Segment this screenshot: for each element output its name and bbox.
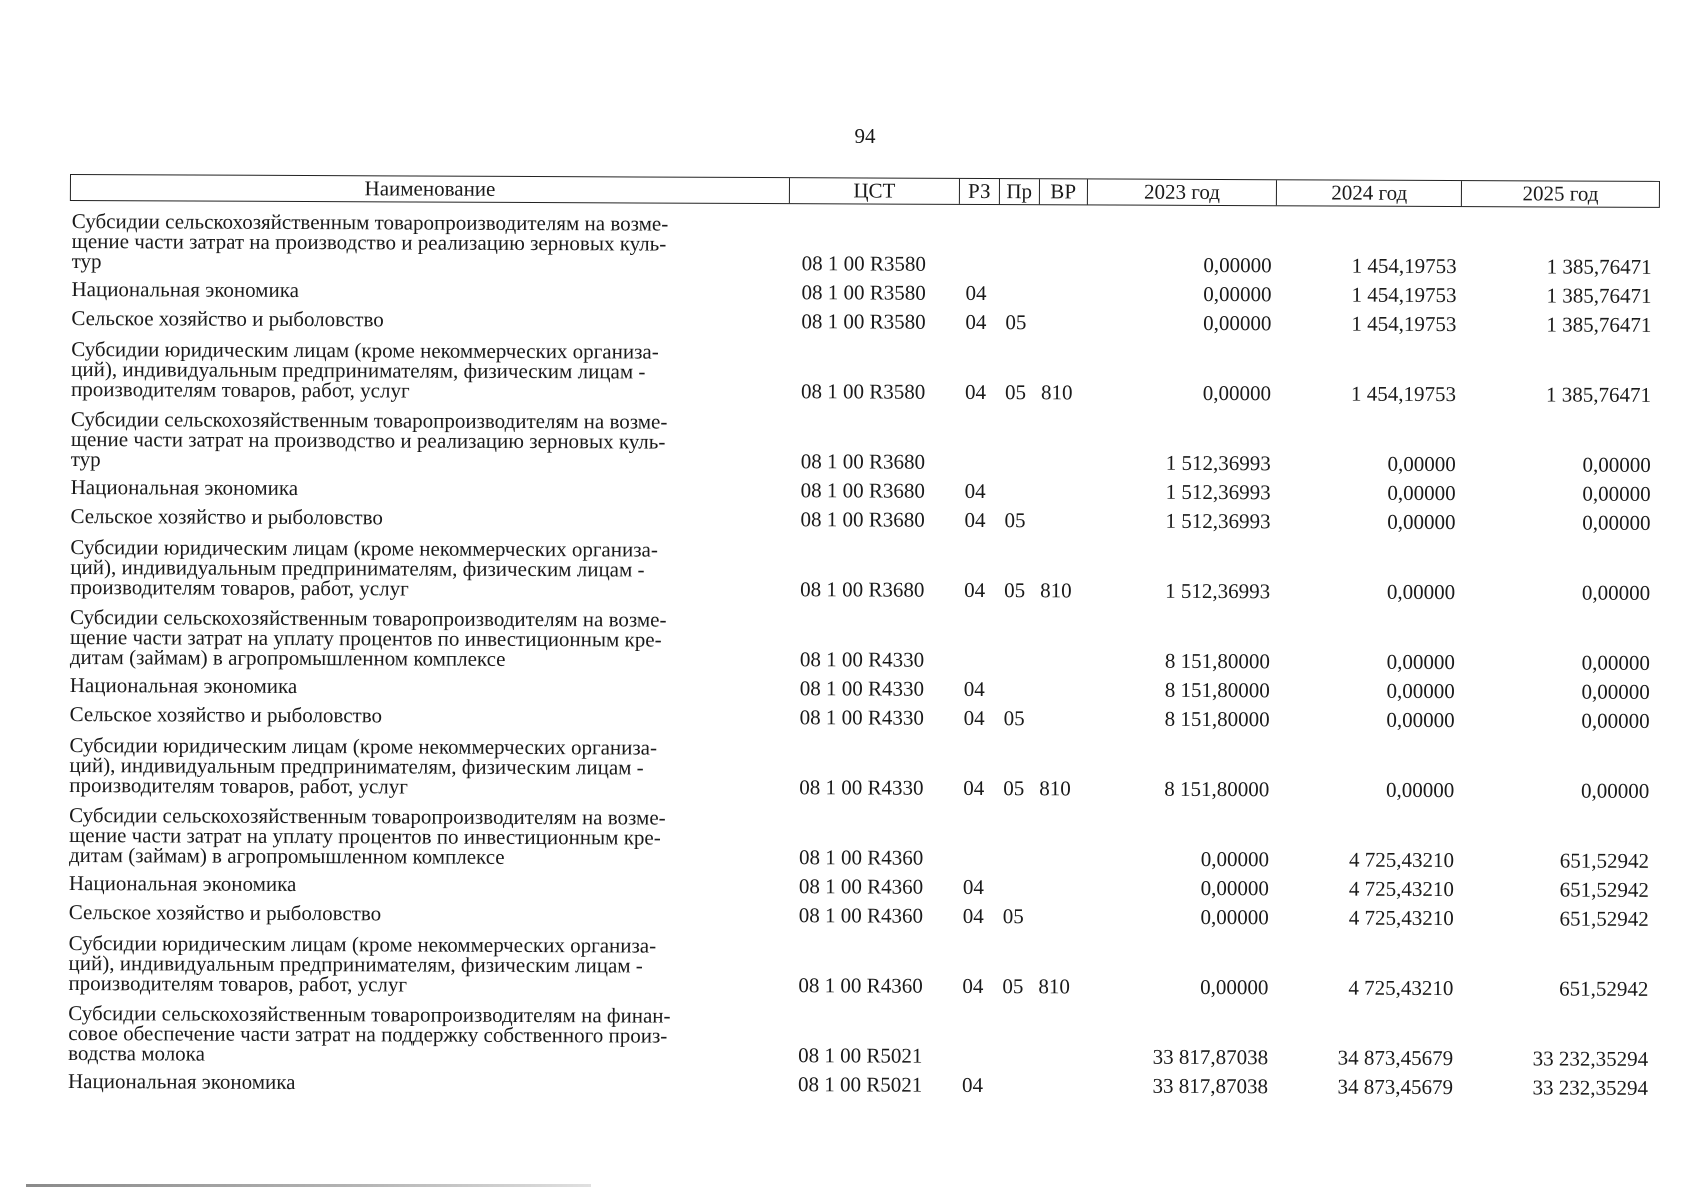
cell-2025: 0,00000 bbox=[1581, 580, 1651, 605]
cell-cst: 08 1 00 R3580 bbox=[801, 280, 926, 305]
cell-2024: 0,00000 bbox=[1387, 451, 1456, 477]
cell-2025: 651,52942 bbox=[1559, 848, 1650, 873]
cell-2024: 0,00000 bbox=[1386, 777, 1455, 803]
cell-pr: 05 bbox=[1005, 310, 1027, 335]
cell-name: Национальная экономика bbox=[68, 871, 297, 896]
cell-2023: 33 817,87038 bbox=[1152, 1044, 1269, 1070]
cell-2025: 33 232,35294 bbox=[1532, 1075, 1649, 1100]
cell-rz: 04 bbox=[962, 874, 984, 899]
cell-rz: 04 bbox=[962, 973, 984, 998]
cell-2025: 651,52942 bbox=[1559, 976, 1649, 1001]
cell-rz: 04 bbox=[965, 309, 987, 334]
cell-vr: 810 bbox=[1038, 974, 1071, 999]
cell-2024: 1 454,19753 bbox=[1351, 311, 1457, 337]
cell-name: Сельское хозяйство и рыболовство bbox=[71, 306, 384, 332]
cell-rz: 04 bbox=[964, 507, 986, 532]
cell-2023: 8 151,80000 bbox=[1164, 776, 1270, 802]
cell-name: Национальная экономика bbox=[67, 1069, 296, 1094]
cell-cst: 08 1 00 R4330 bbox=[799, 647, 925, 672]
cell-cst: 08 1 00 R5021 bbox=[797, 1072, 923, 1097]
table-row bbox=[66, 993, 1656, 1070]
cell-name: Субсидии сельскохозяйственным товаропроизводителям на возме- щение части затрат на уплату процентов по инвестиционным кре- дитам (займам) в агропромышленном комплексе bbox=[69, 605, 667, 671]
cell-2024: 1 454,19753 bbox=[1351, 282, 1457, 308]
cell-cst: 08 1 00 R5021 bbox=[798, 1043, 923, 1068]
cell-vr: 810 bbox=[1041, 380, 1073, 405]
table-row bbox=[66, 923, 1656, 1000]
cell-rz: 04 bbox=[963, 705, 985, 730]
header-2025: 2025 год bbox=[1522, 181, 1599, 206]
cell-2025: 1 385,76471 bbox=[1546, 283, 1652, 308]
cell-2024: 0,00000 bbox=[1387, 509, 1456, 535]
cell-name: Национальная экономика bbox=[70, 475, 299, 500]
table-row bbox=[67, 725, 1657, 802]
cell-2024: 4 725,43210 bbox=[1348, 905, 1454, 931]
header-rz: РЗ bbox=[960, 179, 1000, 204]
cell-name: Субсидии юридическим лицам (кроме некоммерческих организа- ций), индивидуальным предпринимателям, физическим лицам - производителям товаров, работ, услуг bbox=[70, 535, 658, 601]
header-name: Наименование bbox=[71, 175, 790, 203]
cell-pr: 05 bbox=[1003, 706, 1025, 731]
cell-name: Субсидии сельскохозяйственным товаропроизводителям на возме- щение части затрат на производство и реализацию зерновых куль- тур bbox=[70, 407, 668, 472]
cell-2024: 4 725,43210 bbox=[1348, 847, 1455, 873]
cell-2024: 1 454,19753 bbox=[1351, 253, 1457, 279]
cell-2025: 0,00000 bbox=[1581, 679, 1650, 704]
cell-2023: 0,00000 bbox=[1203, 252, 1272, 278]
cell-pr: 05 bbox=[1005, 380, 1027, 405]
cell-2023: 0,00000 bbox=[1202, 380, 1272, 406]
cell-pr: 05 bbox=[1002, 974, 1024, 999]
table-body bbox=[66, 201, 1660, 1099]
table-row bbox=[67, 795, 1657, 872]
cell-name: Сельское хозяйство и рыболовство bbox=[68, 900, 382, 926]
cell-vr: 810 bbox=[1040, 578, 1072, 603]
cell-2023: 0,00000 bbox=[1203, 310, 1272, 336]
cell-2025: 1 385,76471 bbox=[1545, 382, 1652, 407]
cell-cst: 08 1 00 R4330 bbox=[799, 775, 924, 800]
cell-2023: 1 512,36993 bbox=[1165, 450, 1271, 476]
cell-2023: 1 512,36993 bbox=[1165, 479, 1271, 505]
cell-2025: 0,00000 bbox=[1582, 452, 1651, 477]
cell-2024: 0,00000 bbox=[1387, 480, 1456, 506]
cell-name: Национальная экономика bbox=[71, 277, 300, 302]
header-pr: Пр bbox=[1000, 179, 1040, 204]
cell-2023: 0,00000 bbox=[1200, 974, 1269, 1000]
cell-2023: 8 151,80000 bbox=[1164, 648, 1270, 674]
cell-cst: 08 1 00 R4330 bbox=[799, 676, 925, 701]
cell-2025: 0,00000 bbox=[1581, 708, 1650, 733]
table-row bbox=[70, 201, 1660, 278]
cell-2024: 34 873,45679 bbox=[1337, 1045, 1454, 1071]
cell-2024: 34 873,45679 bbox=[1337, 1074, 1454, 1100]
cell-2023: 1 512,36993 bbox=[1165, 508, 1271, 534]
table-row bbox=[69, 399, 1659, 476]
table-row bbox=[69, 329, 1659, 406]
cell-2025: 1 385,76471 bbox=[1546, 312, 1652, 337]
cell-rz: 04 bbox=[961, 1072, 984, 1097]
cell-rz: 04 bbox=[964, 478, 986, 503]
cell-2023: 0,00000 bbox=[1203, 281, 1272, 307]
cell-rz: 04 bbox=[963, 775, 985, 800]
cell-name: Субсидии юридическим лицам (кроме некоммерческих организа- ций), индивидуальным предпринимателям, физическим лицам - производителям товаров, работ, услуг bbox=[68, 931, 657, 997]
cell-2024: 4 725,43210 bbox=[1348, 876, 1454, 902]
cell-cst: 08 1 00 R4360 bbox=[798, 874, 924, 899]
header-2024: 2024 год bbox=[1277, 180, 1462, 206]
cell-2023: 0,00000 bbox=[1200, 904, 1269, 930]
cell-rz: 04 bbox=[962, 903, 984, 928]
cell-2023: 8 151,80000 bbox=[1164, 706, 1270, 732]
cell-2025: 0,00000 bbox=[1581, 778, 1650, 803]
cell-vr: 810 bbox=[1039, 776, 1071, 801]
cell-cst: 08 1 00 R3680 bbox=[800, 449, 926, 474]
cell-name: Субсидии сельскохозяйственным товаропроизводителям на возме- щение части затрат на уплату процентов по инвестиционным кре- дитам (займам) в агропромышленном комплексе bbox=[68, 803, 666, 869]
cell-2023: 1 512,36993 bbox=[1165, 578, 1271, 604]
cell-name: Сельское хозяйство и рыболовство bbox=[70, 504, 383, 530]
cell-2025: 651,52942 bbox=[1559, 906, 1649, 931]
cell-rz: 04 bbox=[964, 577, 986, 602]
cell-2023: 0,00000 bbox=[1200, 846, 1270, 872]
cell-2025: 1 385,76471 bbox=[1546, 254, 1652, 279]
cell-2023: 8 151,80000 bbox=[1164, 677, 1270, 703]
header-cst: ЦСТ bbox=[790, 178, 960, 204]
cell-cst: 08 1 00 R4360 bbox=[798, 903, 924, 928]
cell-pr: 05 bbox=[1003, 776, 1025, 801]
cell-2023: 0,00000 bbox=[1200, 875, 1269, 901]
cell-rz: 04 bbox=[965, 379, 987, 404]
cell-2024: 0,00000 bbox=[1386, 649, 1455, 675]
cell-2024: 1 454,19753 bbox=[1351, 381, 1457, 407]
cell-pr: 05 bbox=[1004, 578, 1026, 603]
cell-2023: 33 817,87038 bbox=[1152, 1073, 1269, 1099]
header-2023: 2023 год bbox=[1088, 179, 1278, 205]
cell-cst: 08 1 00 R3580 bbox=[801, 309, 926, 334]
cell-cst: 08 1 00 R3580 bbox=[801, 251, 926, 276]
cell-2024: 0,00000 bbox=[1386, 579, 1456, 605]
cell-2025: 0,00000 bbox=[1581, 650, 1650, 675]
cell-name: Субсидии сельскохозяйственным товаропроизводителям на финан- совое обеспечение части затрат на поддержку собственного произ- водства молока bbox=[68, 1001, 671, 1066]
cell-cst: 08 1 00 R3680 bbox=[800, 577, 925, 602]
page-number: 94 bbox=[854, 124, 876, 148]
budget-table bbox=[66, 174, 1660, 1099]
table-row bbox=[68, 597, 1658, 674]
cell-name: Национальная экономика bbox=[69, 673, 298, 698]
cell-name: Субсидии юридическим лицам (кроме некоммерческих организа- ций), индивидуальным предпринимателям, физическим лицам - производителям товаров, работ, услуг bbox=[71, 337, 659, 403]
scan-edge-line bbox=[26, 1184, 591, 1187]
table-row bbox=[68, 527, 1658, 604]
cell-cst: 08 1 00 R4360 bbox=[798, 845, 924, 870]
cell-cst: 08 1 00 R3680 bbox=[800, 507, 925, 532]
cell-2024: 4 725,43210 bbox=[1348, 975, 1454, 1001]
cell-2025: 0,00000 bbox=[1582, 510, 1651, 535]
cell-pr: 05 bbox=[1004, 508, 1026, 533]
cell-name: Субсидии сельскохозяйственным товаропроизводителям на возме- щение части затрат на производство и реализацию зерновых куль- тур bbox=[71, 209, 669, 274]
cell-cst: 08 1 00 R3580 bbox=[801, 379, 926, 404]
cell-cst: 08 1 00 R3680 bbox=[800, 478, 925, 503]
cell-pr: 05 bbox=[1002, 904, 1024, 929]
cell-2024: 0,00000 bbox=[1386, 707, 1455, 733]
cell-name: Сельское хозяйство и рыболовство bbox=[69, 702, 383, 728]
cell-rz: 04 bbox=[963, 676, 985, 701]
cell-2025: 0,00000 bbox=[1582, 481, 1651, 506]
cell-2025: 651,52942 bbox=[1559, 877, 1649, 902]
cell-rz: 04 bbox=[965, 280, 987, 305]
cell-2025: 33 232,35294 bbox=[1532, 1046, 1649, 1071]
cell-cst: 08 1 00 R4330 bbox=[799, 705, 924, 730]
cell-name: Субсидии юридическим лицам (кроме некоммерческих организа- ций), индивидуальным предпринимателям, физическим лицам - производителям товаров, работ, услуг bbox=[69, 733, 658, 799]
cell-cst: 08 1 00 R4360 bbox=[798, 973, 923, 998]
cell-2024: 0,00000 bbox=[1386, 678, 1455, 704]
header-vr: ВР bbox=[1040, 179, 1088, 204]
